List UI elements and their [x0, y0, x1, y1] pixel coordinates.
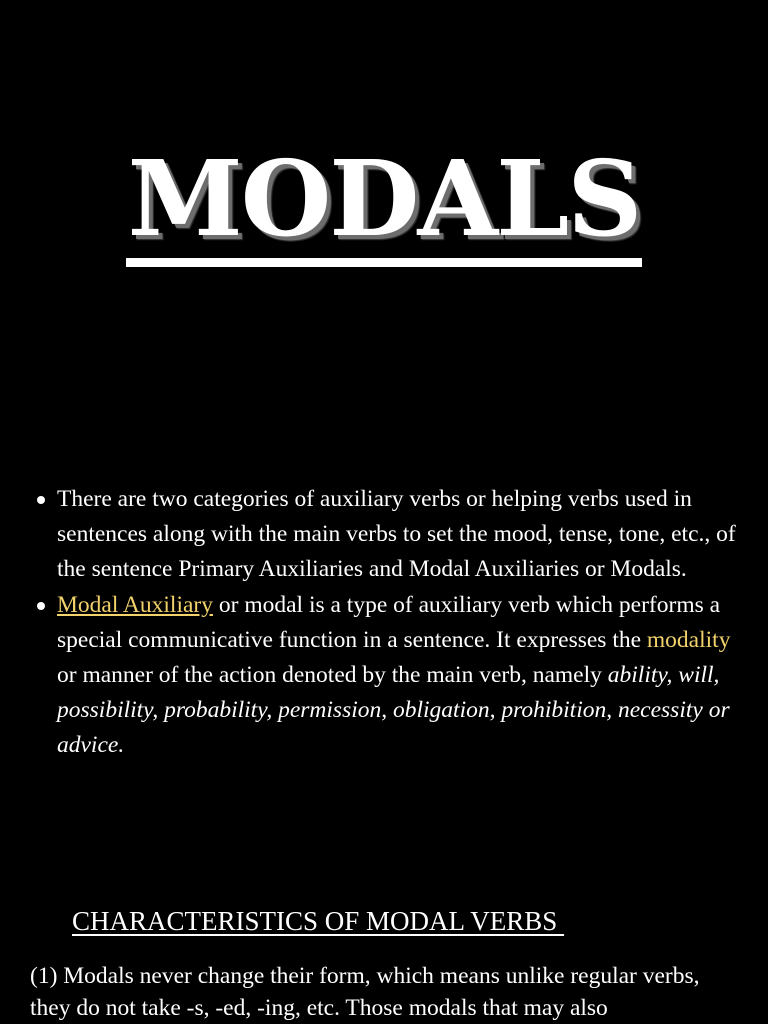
bullet-text: or manner of the action denoted by the main verb, namely: [57, 662, 608, 689]
bullet-icon: [37, 496, 45, 504]
body-paragraph: (1) Modals never change their form, which means unlike regular verbs, they do not take -s, -ed, -ing, etc. Those modals that may also: [30, 963, 700, 1021]
modal-functions-list: ability, will, possibility, probability, permission, obligation, prohibition, necessity or advice.: [57, 662, 730, 759]
bullet-text: or modal is a type of auxiliary verb which performs a special communicative function in a sentence. It expresses the: [57, 591, 721, 653]
page-title: MODALS: [126, 140, 643, 267]
list-item: [30, 482, 738, 588]
section-heading: CHARACTERISTICS OF MODAL VERBS: [72, 906, 565, 936]
modality-highlight: modality: [646, 626, 731, 653]
bullet-icon: [37, 602, 45, 610]
bullet-text: There are two categories of auxiliary verbs or helping verbs used in sentences along with the main verbs to set the mood, tense, tone, etc., of the sentence Primary Auxiliaries and Modal Auxiliaries or Modals.: [57, 486, 736, 583]
bullet-list: [30, 482, 738, 764]
list-item: [30, 588, 738, 764]
modal-auxiliary-link[interactable]: Modal Auxiliary: [57, 591, 213, 618]
title-block: [0, 137, 768, 267]
